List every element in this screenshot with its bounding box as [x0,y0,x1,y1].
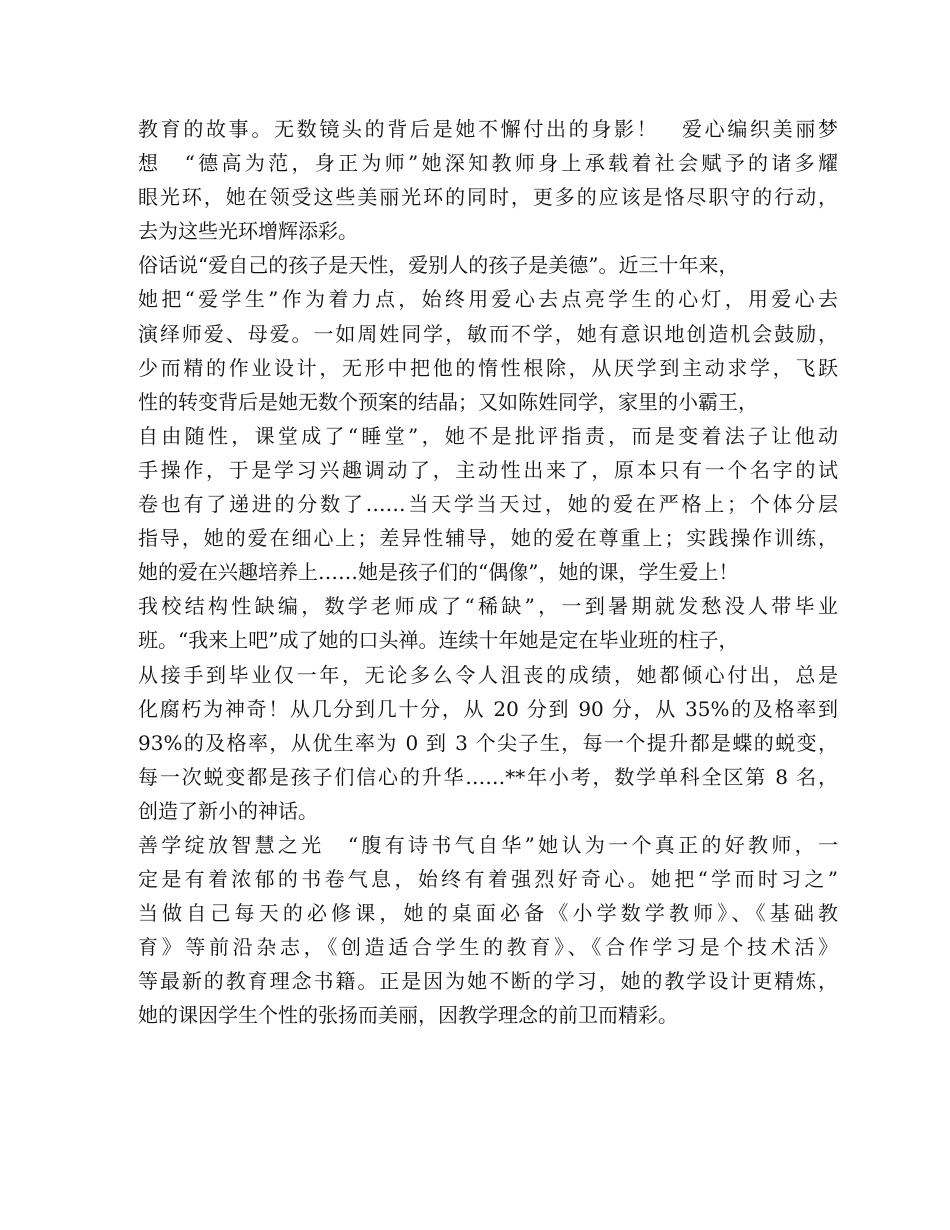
document-body-text [138,112,838,1033]
text-line: 她把“爱学生”作为着力点，始终用爱心去点亮学生的心灯，用爱心去 [138,287,838,312]
text-line: 去为这些光环增辉添彩。 [138,219,358,244]
text-line: 化腐朽为神奇！从几分到几十分，从 20 分到 90 分，从 35%的及格率到 [138,696,838,721]
text-line: 等最新的教育理念书籍。正是因为她不断的学习，她的教学设计更精炼， [138,969,838,994]
text-line: 每一次蜕变都是孩子们信心的升华……**年小考，数学单科全区第 8 名， [138,764,838,789]
text-line: 手操作，于是学习兴趣调动了，主动性出来了，原本只有一个名字的试 [138,457,838,482]
text-line: 俗话说“爱自己的孩子是天性，爱别人的孩子是美德”。近三十年来， [138,253,739,278]
text-line: 眼光环，她在领受这些美丽光环的同时，更多的应该是恪尽职守的行动， [138,185,838,210]
text-line: 善学绽放智慧之光 “腹有诗书气自华”她认为一个真正的好教师，一 [138,832,838,857]
text-line: 她的爱在兴趣培养上……她是孩子们的“偶像”，她的课，学生爱上！ [138,560,739,585]
text-line: 指导，她的爱在细心上；差异性辅导，她的爱在尊重上；实践操作训练， [138,526,838,551]
text-line: 她的课因学生个性的张扬而美丽，因教学理念的前卫而精彩。 [138,1003,678,1028]
text-line: 自由随性，课堂成了“睡堂”，她不是批评指责，而是变着法子让他动 [138,423,838,448]
text-line: 卷也有了递进的分数了……当天学当天过，她的爱在严格上；个体分层 [138,492,838,517]
text-line: 当做自己每天的必修课，她的桌面必备《小学数学教师》、《基础教 [138,901,838,926]
text-line: 93%的及格率，从优生率为 0 到 3 个尖子生，每一个提升都是蝶的蜕变， [138,730,838,755]
text-line: 育》等前沿杂志，《创造适合学生的教育》、《合作学习是个技术活》 [138,935,838,960]
text-line: 性的转变背后是她无数个预案的结晶；又如陈姓同学，家里的小霸王， [138,389,758,414]
text-line: 想 “德高为范，身正为师”她深知教师身上承载着社会赋予的诸多耀 [138,151,838,176]
text-line: 定是有着浓郁的书卷气息，始终有着强烈好奇心。她把“学而时习之” [138,867,838,892]
text-line: 从接手到毕业仅一年，无论多么令人沮丧的成绩，她都倾心付出，总是 [138,662,838,687]
text-line: 少而精的作业设计，无形中把他的惰性根除，从厌学到主动求学，飞跃 [138,355,838,380]
text-line: 班。“我来上吧”成了她的口头禅。连续十年她是定在毕业班的柱子， [138,628,739,653]
text-line: 教育的故事。无数镜头的背后是她不懈付出的身影！ 爱心编织美丽梦 [138,117,838,141]
text-line: 创造了新小的神话。 [138,798,318,823]
text-line: 演绎师爱、母爱。一如周姓同学，敏而不学，她有意识地创造机会鼓励， [138,321,838,346]
text-line: 我校结构性缺编，数学老师成了“稀缺”，一到暑期就发愁没人带毕业 [138,594,838,619]
